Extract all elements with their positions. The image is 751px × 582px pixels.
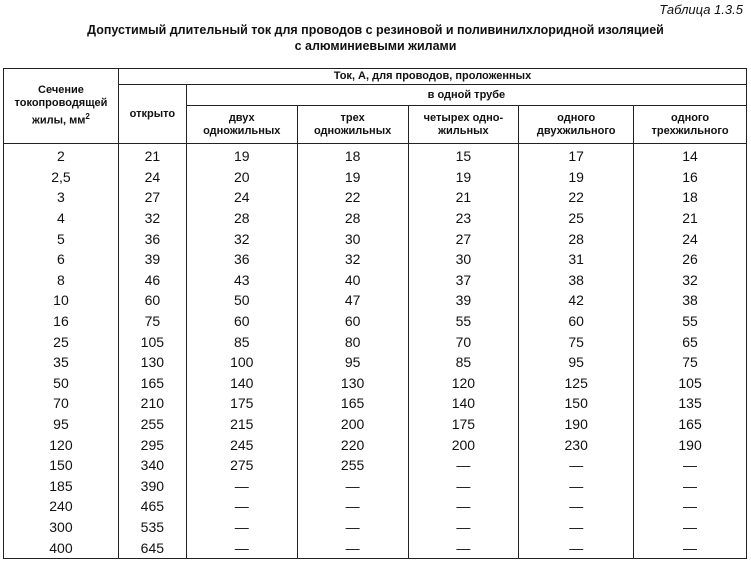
table-row (4, 167, 747, 188)
cell-one-twocore: — (519, 455, 634, 476)
cell-three-single: 220 (297, 434, 408, 455)
table-row (4, 476, 747, 497)
cell-two-single: 215 (186, 414, 297, 435)
header-three-single-line-1: трех (340, 111, 365, 124)
cell-open: 165 (118, 373, 186, 394)
cell-one-threecore: 135 (634, 393, 747, 414)
cell-two-single: — (186, 537, 297, 558)
cell-three-single: 18 (297, 144, 408, 167)
cell-one-twocore: 190 (519, 414, 634, 435)
cell-open: 24 (118, 167, 186, 188)
cell-two-single: 100 (186, 352, 297, 373)
cell-one-threecore: 18 (634, 187, 747, 208)
cell-four-single: 85 (408, 352, 519, 373)
cell-section: 35 (4, 352, 119, 373)
cell-one-threecore: 32 (634, 270, 747, 291)
cell-one-threecore: — (634, 537, 747, 558)
table-row (4, 455, 747, 476)
cell-two-single: 19 (186, 144, 297, 167)
table-row (4, 373, 747, 394)
cell-three-single: 165 (297, 393, 408, 414)
header-two-single-line-1: двух (228, 111, 255, 124)
header-section (4, 69, 119, 144)
header-open: открыто (118, 85, 186, 144)
cell-one-twocore: — (519, 537, 634, 558)
header-three-single (297, 106, 408, 144)
cell-open: 75 (118, 311, 186, 332)
cell-one-twocore: 42 (519, 290, 634, 311)
cell-four-single: — (408, 537, 519, 558)
header-four-single-line-2: жильных (438, 124, 489, 137)
cell-two-single: 85 (186, 331, 297, 352)
cell-two-single: 20 (186, 167, 297, 188)
cell-two-single: — (186, 517, 297, 538)
header-one-threecore-line-2: трехжильного (651, 124, 729, 137)
cell-four-single: 200 (408, 434, 519, 455)
cell-open: 340 (118, 455, 186, 476)
cell-one-threecore: — (634, 517, 747, 538)
cell-open: 105 (118, 331, 186, 352)
cell-section: 16 (4, 311, 119, 332)
cell-four-single: 19 (408, 167, 519, 188)
table-body (4, 144, 747, 559)
table-number-label: Таблица 1.3.5 (659, 2, 743, 17)
table-row (4, 331, 747, 352)
cell-four-single: 55 (408, 311, 519, 332)
cell-open: 130 (118, 352, 186, 373)
cell-open: 465 (118, 496, 186, 517)
cell-one-twocore: 125 (519, 373, 634, 394)
cell-four-single: 70 (408, 331, 519, 352)
header-section-line-3: жилы, мм (32, 114, 86, 127)
cell-two-single: 175 (186, 393, 297, 414)
header-one-twocore-line-1: одного (557, 111, 596, 124)
cell-section: 95 (4, 414, 119, 435)
cell-one-twocore: — (519, 517, 634, 538)
header-one-threecore-line-1: одного (671, 111, 710, 124)
cell-four-single: — (408, 476, 519, 497)
table-header (4, 69, 747, 144)
cell-four-single: 23 (408, 208, 519, 229)
cell-one-twocore: 38 (519, 270, 634, 291)
table-row (4, 537, 747, 558)
cell-three-single: 40 (297, 270, 408, 291)
table-row (4, 208, 747, 229)
cell-section: 5 (4, 228, 119, 249)
cell-open: 39 (118, 249, 186, 270)
cell-three-single: 19 (297, 167, 408, 188)
cell-four-single: 37 (408, 270, 519, 291)
header-in-pipe: в одной трубе (186, 85, 746, 106)
cell-open: 46 (118, 270, 186, 291)
cell-one-twocore: 25 (519, 208, 634, 229)
table-row (4, 249, 747, 270)
cell-open: 32 (118, 208, 186, 229)
cell-two-single: 140 (186, 373, 297, 394)
table-row (4, 187, 747, 208)
table-row (4, 270, 747, 291)
table-row (4, 311, 747, 332)
cell-one-threecore: — (634, 455, 747, 476)
cell-three-single: — (297, 517, 408, 538)
cell-section: 70 (4, 393, 119, 414)
cell-two-single: 28 (186, 208, 297, 229)
cell-four-single: 21 (408, 187, 519, 208)
header-three-single-line-2: одножильных (313, 124, 392, 137)
header-one-threecore (634, 106, 747, 144)
cell-open: 390 (118, 476, 186, 497)
cell-three-single: 130 (297, 373, 408, 394)
cell-two-single: 60 (186, 311, 297, 332)
table-row (4, 496, 747, 517)
cell-one-threecore: 190 (634, 434, 747, 455)
cell-section: 4 (4, 208, 119, 229)
cell-open: 210 (118, 393, 186, 414)
table-row (4, 228, 747, 249)
header-four-single-line-1: четырех одно- (423, 111, 504, 124)
cell-four-single: — (408, 455, 519, 476)
cell-one-twocore: 22 (519, 187, 634, 208)
cell-four-single: — (408, 517, 519, 538)
cell-one-threecore: 14 (634, 144, 747, 167)
header-two-single-line-2: одножильных (203, 124, 281, 137)
cell-four-single: 27 (408, 228, 519, 249)
cell-three-single: 95 (297, 352, 408, 373)
cell-section: 400 (4, 537, 119, 558)
cell-one-twocore: 150 (519, 393, 634, 414)
cell-four-single: 175 (408, 414, 519, 435)
cell-section: 150 (4, 455, 119, 476)
table-row (4, 352, 747, 373)
cell-section: 10 (4, 290, 119, 311)
table-row (4, 434, 747, 455)
cell-two-single: 24 (186, 187, 297, 208)
cell-open: 27 (118, 187, 186, 208)
cell-open: 60 (118, 290, 186, 311)
header-one-twocore (519, 106, 634, 144)
cell-section: 240 (4, 496, 119, 517)
cell-three-single: 30 (297, 228, 408, 249)
cell-one-threecore: — (634, 496, 747, 517)
cell-one-threecore: 38 (634, 290, 747, 311)
cell-section: 6 (4, 249, 119, 270)
cell-open: 255 (118, 414, 186, 435)
cell-section: 50 (4, 373, 119, 394)
cell-three-single: 200 (297, 414, 408, 435)
cell-one-twocore: 75 (519, 331, 634, 352)
cell-two-single: — (186, 496, 297, 517)
cell-one-threecore: 165 (634, 414, 747, 435)
header-one-twocore-line-2: двухжильного (536, 124, 616, 137)
cell-four-single: — (408, 496, 519, 517)
cell-section: 120 (4, 434, 119, 455)
cell-three-single: 32 (297, 249, 408, 270)
cell-one-twocore: 28 (519, 228, 634, 249)
cell-two-single: 50 (186, 290, 297, 311)
header-section-sup: 2 (85, 112, 90, 122)
cell-one-twocore: — (519, 476, 634, 497)
cell-one-threecore: 26 (634, 249, 747, 270)
cell-two-single: 245 (186, 434, 297, 455)
header-section-line-2: токопроводящей (14, 97, 108, 110)
cell-one-twocore: 19 (519, 167, 634, 188)
cell-three-single: 60 (297, 311, 408, 332)
table-title (15, 22, 736, 54)
table-title-line-2: с алюминиевыми жилами (294, 38, 457, 53)
cell-one-threecore: 16 (634, 167, 747, 188)
cell-two-single: 32 (186, 228, 297, 249)
header-section-line-1: Сечение (38, 84, 84, 97)
cell-one-twocore: 230 (519, 434, 634, 455)
cell-three-single: 47 (297, 290, 408, 311)
table-row (4, 290, 747, 311)
cell-three-single: 22 (297, 187, 408, 208)
cell-section: 25 (4, 331, 119, 352)
cell-four-single: 30 (408, 249, 519, 270)
cell-one-threecore: — (634, 476, 747, 497)
header-current-group: Ток, А, для проводов, проложенных (118, 69, 746, 85)
cell-four-single: 120 (408, 373, 519, 394)
cell-one-twocore: 60 (519, 311, 634, 332)
table-row (4, 393, 747, 414)
cell-three-single: — (297, 496, 408, 517)
table-row (4, 414, 747, 435)
cell-two-single: — (186, 476, 297, 497)
cell-section: 2,5 (4, 167, 119, 188)
cell-two-single: 43 (186, 270, 297, 291)
cell-three-single: — (297, 537, 408, 558)
cell-one-threecore: 65 (634, 331, 747, 352)
cell-section: 2 (4, 144, 119, 167)
table-row (4, 144, 747, 167)
cell-one-twocore: — (519, 496, 634, 517)
cell-three-single: 255 (297, 455, 408, 476)
cell-section: 3 (4, 187, 119, 208)
cell-one-threecore: 105 (634, 373, 747, 394)
cell-three-single: 28 (297, 208, 408, 229)
cell-four-single: 140 (408, 393, 519, 414)
cell-two-single: 275 (186, 455, 297, 476)
cell-open: 21 (118, 144, 186, 167)
cell-section: 300 (4, 517, 119, 538)
cell-three-single: — (297, 476, 408, 497)
header-four-single (408, 106, 519, 144)
cell-one-threecore: 21 (634, 208, 747, 229)
cell-one-threecore: 55 (634, 311, 747, 332)
cell-one-threecore: 24 (634, 228, 747, 249)
cell-one-threecore: 75 (634, 352, 747, 373)
header-two-single (186, 106, 297, 144)
table-title-line-1: Допустимый длительный ток для проводов с резиновой и поливинилхлоридной изоляцией (87, 22, 664, 37)
cell-section: 8 (4, 270, 119, 291)
cell-three-single: 80 (297, 331, 408, 352)
cell-open: 295 (118, 434, 186, 455)
cell-open: 36 (118, 228, 186, 249)
cell-open: 645 (118, 537, 186, 558)
cell-four-single: 39 (408, 290, 519, 311)
cell-section: 185 (4, 476, 119, 497)
cell-four-single: 15 (408, 144, 519, 167)
cell-one-twocore: 17 (519, 144, 634, 167)
table-row (4, 517, 747, 538)
current-table (3, 68, 747, 559)
cell-open: 535 (118, 517, 186, 538)
cell-one-twocore: 95 (519, 352, 634, 373)
cell-two-single: 36 (186, 249, 297, 270)
cell-one-twocore: 31 (519, 249, 634, 270)
